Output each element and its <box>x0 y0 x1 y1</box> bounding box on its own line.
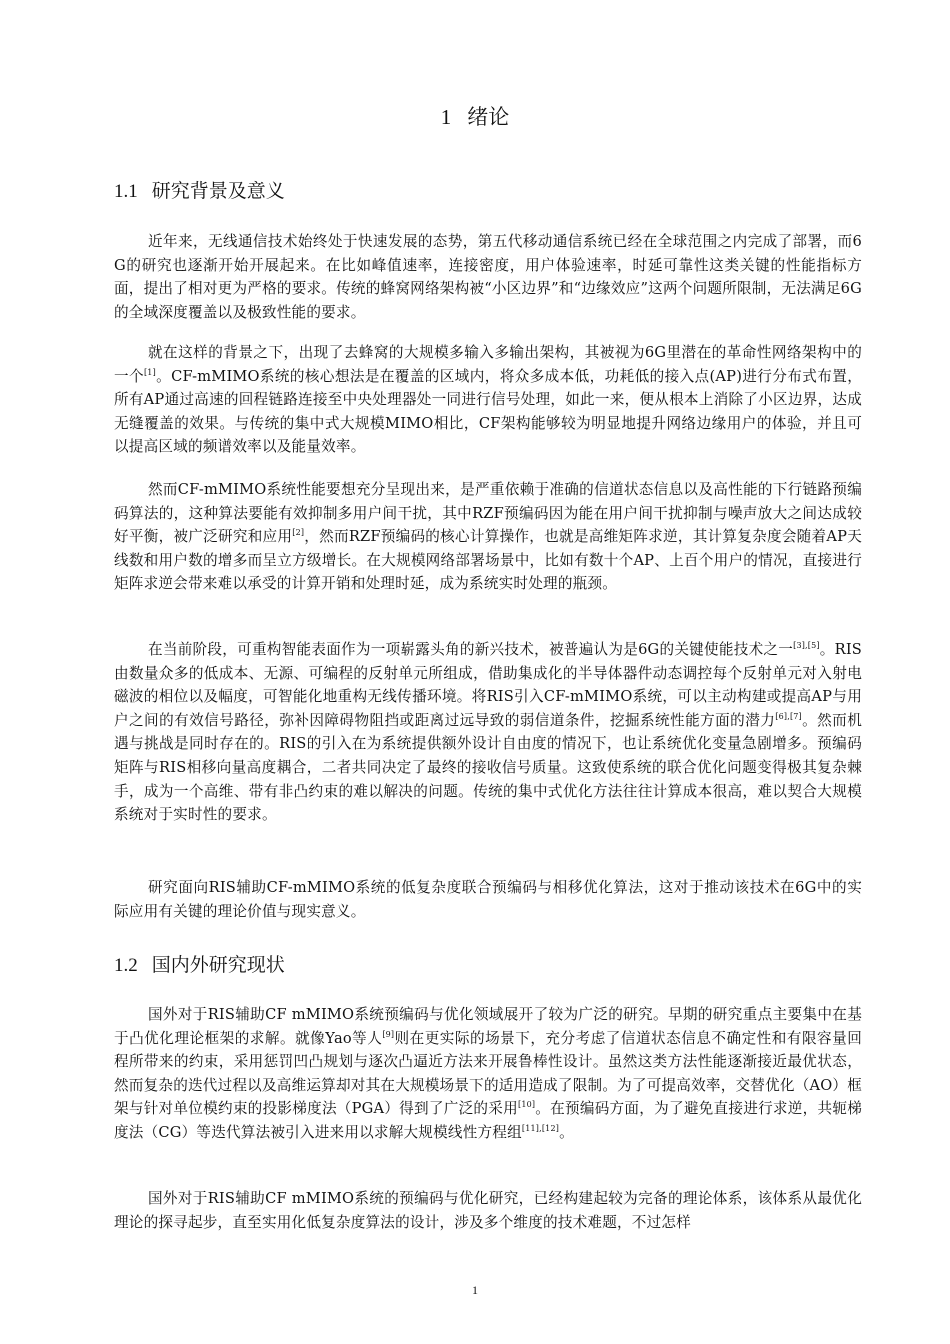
section-title: 研究背景及意义 <box>151 180 285 202</box>
paragraph-text: 则在更实际的场景下，充分考虑了信道状态信息不确定性和有限容量回程所带来的约束，采用惩罚凹凸规划与逐次凸逼近方法来开展鲁棒性设计。虽然这类方法性能逐渐接近最优状态，然而复杂的迭代过程以及高维运算却对其在大规模场景下的适用造成了限制。为了可提高效率，交替优化（AO）框架与针对单位模约束的投影梯度法（PGA）得到了广泛的采用 <box>114 1029 863 1118</box>
citation: [11],[12] <box>521 1123 560 1133</box>
paragraph-text: ，然而RZF预编码的核心计算操作，也就是高维矩阵求逆，其计算复杂度会随着AP天线数和用户数的增多而呈立方级增长。在大规模网络部署场景中，比如有数十个AP、上百个用户的情况，直接进行矩阵求逆会带来难以承受的计算开销和处理时延，成为系统实时处理的瓶颈。 <box>114 528 862 593</box>
paragraph-text: 。CF-mMIMO系统的核心想法是在覆盖的区域内，将众多成本低，功耗低的接入点(AP)进行分布式布置，所有AP通过高速的回程链路连接至中央处理器处一同进行信号处理，如此一来，便从根本上消除了小区边界，达成无缝覆盖的效果。与传统的集中式大规模MIMO相比，CF架构能够较为明显地提升网络边缘用户的体验，并且可以提高区域的频谱效率以及能量效率。 <box>114 367 862 456</box>
citation: [10] <box>518 1100 536 1110</box>
section-heading-1-1 <box>114 178 285 205</box>
chapter-title: 绪论 <box>467 105 510 129</box>
paragraph-1: 近年来，无线通信技术始终处于快速发展的态势，第五代移动通信系统已经在全球范围之内完成了部署，而6G的研究也逐渐开始开展起来。在比如峰值速率，连接密度，用户体验速率，时延可靠性这类关键的性能指标方面，提出了相对更为严格的要求。传统的蜂窝网络架构被“小区边界”和“边缘效应”这两个问题所限制，无法满足6G的全域深度覆盖以及极致性能的要求。 <box>114 233 862 321</box>
citation: [1] <box>143 367 156 377</box>
section-title: 国内外研究现状 <box>151 954 285 976</box>
section-number: 1.2 <box>114 955 138 976</box>
citation: [2] <box>292 528 305 538</box>
paragraph-5: 研究面向RIS辅助CF-mMIMO系统的低复杂度联合预编码与相移优化算法，这对于推动该技术在6G中的实际应用有关键的理论价值与现实意义。 <box>114 879 862 920</box>
section-heading-1-2 <box>114 952 285 979</box>
paragraph-text: 在当前阶段，可重构智能表面作为一项崭露头角的新兴技术，被普遍认为是6G的关键使能技术之一 <box>148 641 794 658</box>
paragraph-text: 然而CF-mMIMO系统性能要想充分呈现出来，是严重依赖于准确的信道状态信息以及高性能的下行链路预编码算法的，这种算法要能有效抑制多用户间干扰，其中RZF预编码因为能在用户间干扰抑制与噪声放大之间达成较好平衡，被广泛研究和应用 <box>114 481 862 546</box>
paragraph-3 <box>114 478 862 596</box>
paragraph-4 <box>114 638 862 827</box>
paragraph-text: 就在这样的背景之下，出现了去蜂窝的大规模多输入多输出架构，其被视为6G里潜在的革命性网络架构中的一个 <box>114 344 862 385</box>
paragraph-text: 。在预编码方面，为了避免直接进行求逆，共轭梯度法（CG）等迭代算法被引入进来用以求解大规模线性方程组 <box>114 1100 862 1141</box>
citation: [9] <box>382 1029 395 1039</box>
chapter-heading <box>0 103 950 131</box>
page-number: 1 <box>472 1283 478 1297</box>
paragraph-text: 国外对于RIS辅助CF mMIMO系统预编码与优化领域展开了较为广泛的研究。早期的研究重点主要集中在基于凸优化理论框架的求解。就像Yao等人 <box>114 1006 862 1047</box>
paragraph-7: 国外对于RIS辅助CF mMIMO系统的预编码与优化研究，已经构建起较为完备的理论体系，该体系从最优化理论的探寻起步，直至实用化低复杂度算法的设计，涉及多个维度的技术难题，不过怎样 <box>114 1190 862 1231</box>
paragraph-6 <box>114 1003 862 1145</box>
citation: [3],[5] <box>793 641 820 650</box>
paragraph-text: 。 <box>559 1123 574 1141</box>
citation: [6],[7] <box>775 711 802 721</box>
chapter-number: 1 <box>440 105 452 129</box>
section-number: 1.1 <box>114 181 138 202</box>
paragraph-text: 。然而机遇与挑战是同时存在的。RIS的引入在为系统提供额外设计自由度的情况下，也让系统优化变量急剧增多。预编码矩阵与RIS相移向量高度耦合，二者共同决定了最终的接收信号质量。这致使系统的联合优化问题变得极其复杂棘手，成为一个高维、带有非凸约束的难以解决的问题。传统的集中式优化方法往往计算成本很高，难以契合大规模系统对于实时性的要求。 <box>114 711 862 824</box>
paragraph-2 <box>114 341 862 459</box>
paragraph-text: 。RIS由数量众多的低成本、无源、可编程的反射单元所组成，借助集成化的半导体器件动态调控每个反射单元对入射电磁波的相位以及幅度，可智能化地重构无线传播环境。将RIS引入CF-mMIMO系统，可以主动构建或提高AP与用户之间的有效信号路径，弥补因障碍物阻挡或距离过远导致的弱信道条件，挖掘系统性能方面的潜力 <box>114 641 862 729</box>
